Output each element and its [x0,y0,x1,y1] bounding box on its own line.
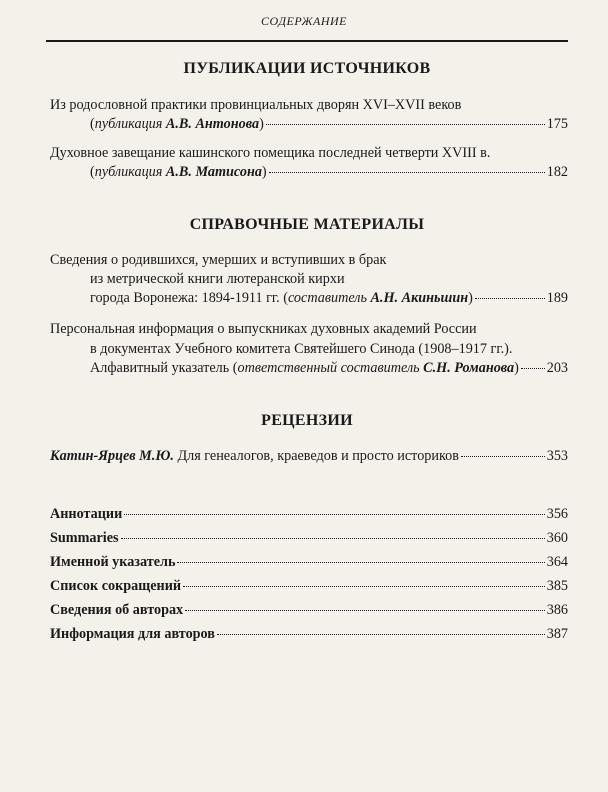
leader-dots [521,368,545,369]
role-label: ответственный составитель [237,360,420,376]
toc-backmatter-name-index: Именной указатель 364 [50,554,568,570]
page-number: 385 [546,578,568,594]
author-name: А.Н. Акиньшин [370,290,469,306]
toc-entry-2-line1: Духовное завещание кашинского помещика последней четверти XVIII в. [50,145,491,161]
leader-dots [266,124,545,125]
toc-backmatter-abbreviations: Список сокращений 385 [50,578,568,594]
page-number: 353 [546,448,568,464]
leader-dots [183,586,545,587]
page-number: 356 [546,506,568,522]
toc-entry-4-line2: в документах Учебного комитета Святейшего Синода (1908–1917 гг.). [90,341,513,357]
toc-entry-4-line1: Персональная информация о выпускниках духовных академий России [50,321,477,337]
toc-entry-3-line2: из метрической книги лютеранской кирхи [90,271,345,287]
leader-dots [269,172,545,173]
role-label: составитель [287,290,367,306]
leader-dots [177,562,544,563]
header-rule [46,40,568,42]
section-title-publications: ПУБЛИКАЦИИ ИСТОЧНИКОВ [183,60,431,77]
toc-entry-1-line2: (публикация А.В. Антонова) 175 [90,116,568,132]
toc-backmatter-info-for-authors: Информация для авторов 387 [50,626,568,642]
toc-backmatter-about-authors: Сведения об авторах 386 [50,602,568,618]
author-name: А.В. Антонова [165,116,260,132]
leader-dots [121,538,545,539]
page-number: 387 [546,626,568,642]
role-label: публикация [94,164,163,180]
section-title-reference: СПРАВОЧНЫЕ МАТЕРИАЛЫ [189,216,425,233]
leader-dots [475,298,545,299]
author-name: Катин-Ярцев М.Ю. [50,448,174,464]
toc-entry-3-line1: Сведения о родившихся, умерших и вступивших в брак [50,252,387,268]
role-label: публикация [94,116,163,132]
toc-entry-4-line3: Алфавитный указатель (ответственный составитель С.Н. Романова) 203 [90,360,568,376]
author-name: А.В. Матисона [165,164,262,180]
page-number: 360 [546,530,568,546]
running-head: СОДЕРЖАНИЕ [260,14,348,28]
leader-dots [185,610,545,611]
page-number: 364 [546,554,568,570]
page-number: 182 [546,164,568,180]
toc-entry-5: Катин-Ярцев М.Ю. Для генеалогов, краеведов и просто историков 353 [50,448,568,464]
page-number: 386 [546,602,568,618]
toc-entry-3-line3: города Воронежа: 1894-1911 гг. (составитель А.Н. Акиньшин) 189 [90,290,568,306]
author-name: С.Н. Романова [423,360,515,376]
page-number: 203 [546,360,568,376]
toc-entry-2-line2: (публикация А.В. Матисона) 182 [90,164,568,180]
page-number: 175 [546,116,568,132]
page-number: 189 [546,290,568,306]
leader-dots [217,634,545,635]
leader-dots [124,514,544,515]
toc-entry-1-line1: Из родословной практики провинциальных дворян XVI–XVII веков [50,97,462,113]
section-title-reviews: РЕЦЕНЗИИ [261,412,353,429]
toc-backmatter-annotations: Аннотации 356 [50,506,568,522]
leader-dots [461,456,545,457]
toc-backmatter-summaries: Summaries 360 [50,530,568,546]
